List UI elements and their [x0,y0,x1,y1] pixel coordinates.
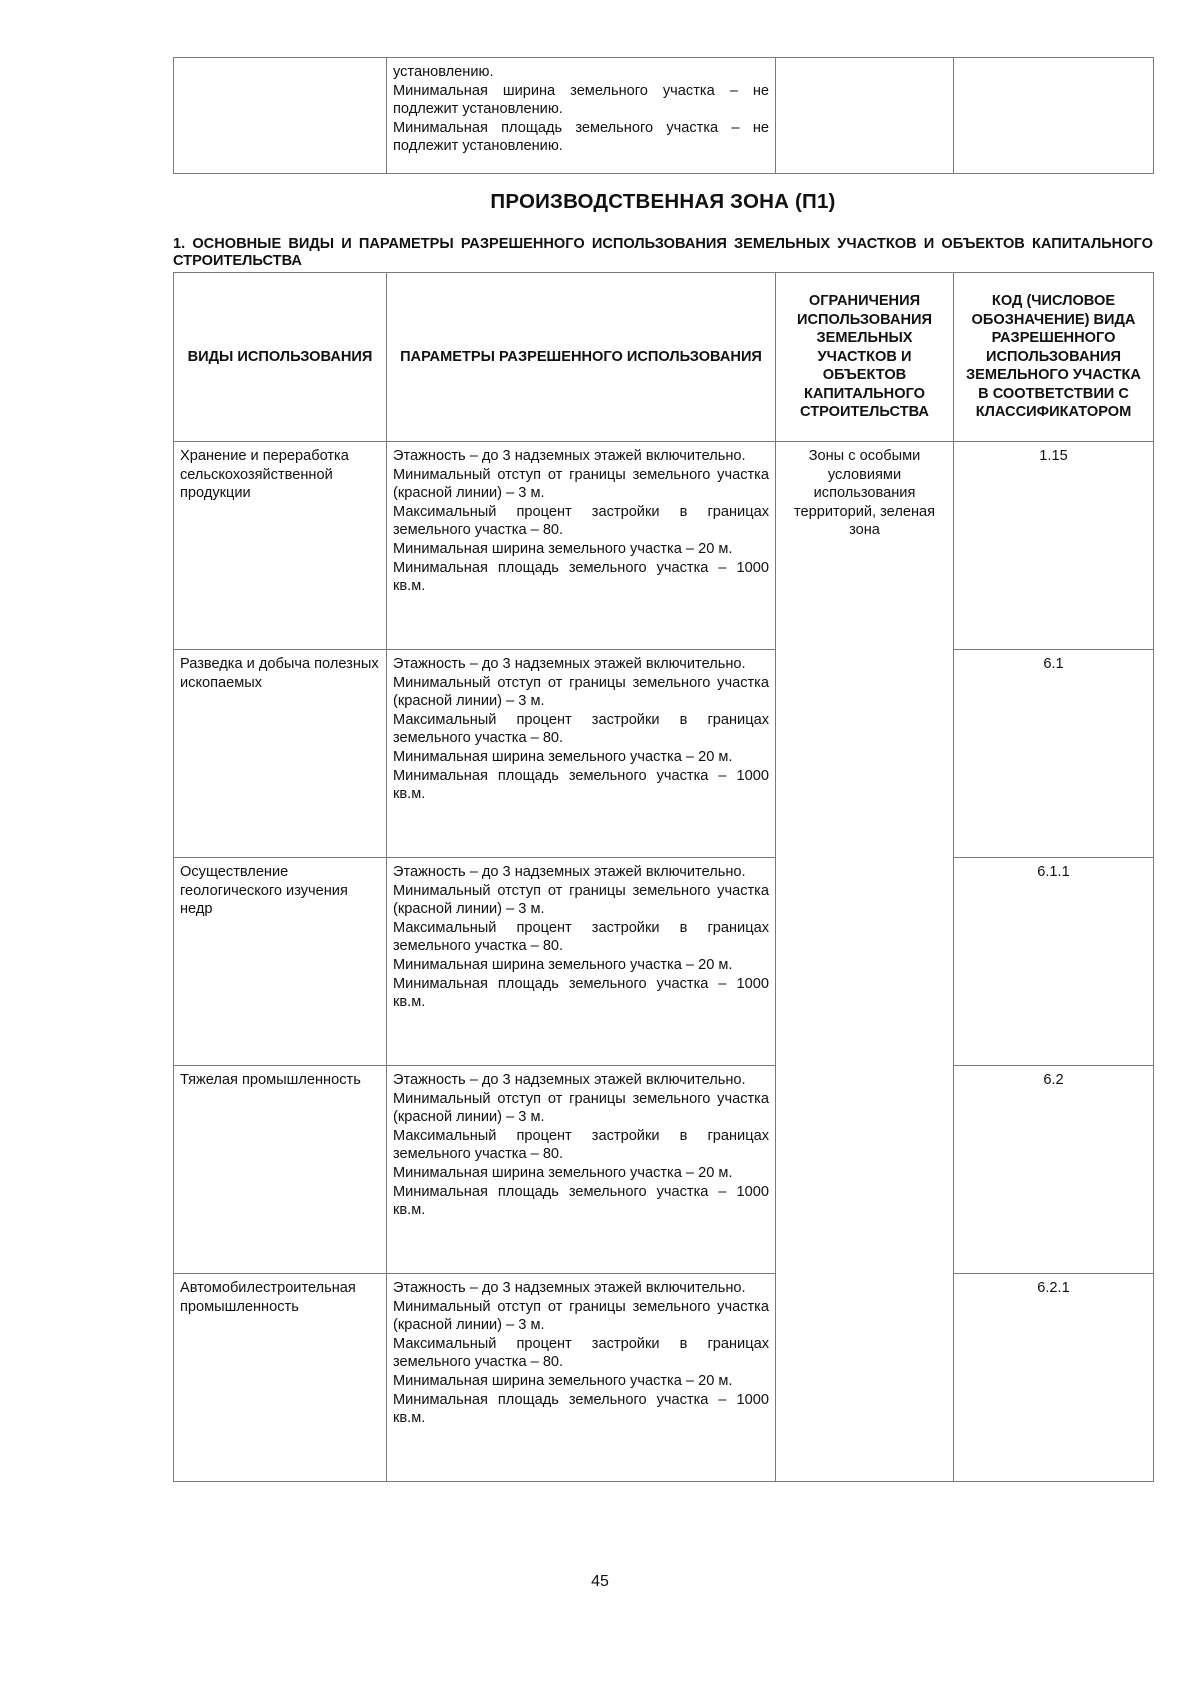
code-cell: 6.1.1 [954,858,1154,1066]
param-line: Минимальная площадь земельного участка – 1000 кв.м. [393,1183,769,1219]
use-cell: Осуществление геологического изучения недр [174,858,387,1066]
table-row [174,650,1154,858]
param-line: Этажность – до 3 надземных этажей включительно. [393,1072,746,1088]
params-cell [387,1274,776,1482]
restrictions-cell: Зоны с особыми условиями использования территорий, зеленая зона [776,442,954,1482]
param-line: Минимальная ширина земельного участка – 20 м. [393,1372,733,1389]
param-line: Минимальный отступ от границы земельного участка (красной линии) – 3 м. [393,1090,769,1126]
use-cell [174,58,387,174]
param-line: Минимальная площадь земельного участка – 1000 кв.м. [393,559,769,595]
param-line: установлению. [393,64,494,80]
use-cell: Автомобилестроительная промышленность [174,1274,387,1482]
uses-table [173,272,1154,1482]
params-cell [387,442,776,650]
param-line: Этажность – до 3 надземных этажей включительно. [393,656,746,672]
column-header-code: КОД (ЧИСЛОВОЕ ОБОЗНАЧЕНИЕ) ВИДА РАЗРЕШЕННОГО ИСПОЛЬЗОВАНИЯ ЗЕМЕЛЬНОГО УЧАСТКА В СООТВЕТСТВИИ С КЛАССИФИКАТОРОМ [954,273,1154,442]
section-heading: 1. ОСНОВНЫЕ ВИДЫ И ПАРАМЕТРЫ РАЗРЕШЕННОГО ИСПОЛЬЗОВАНИЯ ЗЕМЕЛЬНЫХ УЧАСТКОВ И ОБЪЕКТОВ КАПИТАЛЬНОГО СТРОИТЕЛЬСТВА [173,236,1153,269]
param-line: Минимальная площадь земельного участка – 1000 кв.м. [393,767,769,803]
param-line: Максимальный процент застройки в границах земельного участка – 80. [393,1127,769,1163]
param-line: Минимальная ширина земельного участка – 20 м. [393,1164,733,1181]
param-line: Этажность – до 3 надземных этажей включительно. [393,1280,746,1296]
zone-title: ПРОИЗВОДСТВЕННАЯ ЗОНА (П1) [490,190,836,213]
table-row [174,1066,1154,1274]
use-cell: Тяжелая промышленность [174,1066,387,1274]
param-line: Минимальная ширина земельного участка – не подлежит установлению. [393,82,769,118]
code-cell: 6.2.1 [954,1274,1154,1482]
param-line: Этажность – до 3 надземных этажей включительно. [393,864,746,880]
code-cell: 1.15 [954,442,1154,650]
table-row [174,58,1154,174]
table-row [174,858,1154,1066]
param-line: Минимальная площадь земельного участка – 1000 кв.м. [393,1391,769,1427]
param-line: Максимальный процент застройки в границах земельного участка – 80. [393,919,769,955]
param-line: Минимальная площадь земельного участка – не подлежит установлению. [393,119,769,155]
table-row [174,442,1154,650]
use-cell: Хранение и переработка сельскохозяйственной продукции [174,442,387,650]
param-line: Минимальный отступ от границы земельного участка (красной линии) – 3 м. [393,674,769,710]
page-number: 45 [591,1573,609,1590]
params-cell [387,1066,776,1274]
code-cell [954,58,1154,174]
param-line: Минимальный отступ от границы земельного участка (красной линии) – 3 м. [393,1298,769,1334]
table-row [174,1274,1154,1482]
continued-table [173,57,1154,174]
param-line: Минимальная ширина земельного участка – 20 м. [393,956,733,973]
param-line: Минимальный отступ от границы земельного участка (красной линии) – 3 м. [393,466,769,502]
param-line: Минимальный отступ от границы земельного участка (красной линии) – 3 м. [393,882,769,918]
code-cell: 6.2 [954,1066,1154,1274]
code-cell: 6.1 [954,650,1154,858]
table-header-row [174,273,1154,442]
param-line: Минимальная ширина земельного участка – 20 м. [393,748,733,765]
param-line: Этажность – до 3 надземных этажей включительно. [393,448,746,464]
param-line: Минимальная площадь земельного участка – 1000 кв.м. [393,975,769,1011]
param-line: Максимальный процент застройки в границах земельного участка – 80. [393,503,769,539]
params-cell [387,58,776,174]
column-header-restrictions: ОГРАНИЧЕНИЯ ИСПОЛЬЗОВАНИЯ ЗЕМЕЛЬНЫХ УЧАСТКОВ И ОБЪЕКТОВ КАПИТАЛЬНОГО СТРОИТЕЛЬСТВА [776,273,954,442]
params-cell [387,650,776,858]
param-line: Максимальный процент застройки в границах земельного участка – 80. [393,711,769,747]
params-cell [387,858,776,1066]
column-header-uses: ВИДЫ ИСПОЛЬЗОВАНИЯ [174,273,387,442]
param-line: Минимальная ширина земельного участка – 20 м. [393,540,733,557]
use-cell: Разведка и добыча полезных ископаемых [174,650,387,858]
restrictions-cell [776,58,954,174]
param-line: Максимальный процент застройки в границах земельного участка – 80. [393,1335,769,1371]
column-header-params: ПАРАМЕТРЫ РАЗРЕШЕННОГО ИСПОЛЬЗОВАНИЯ [387,273,776,442]
